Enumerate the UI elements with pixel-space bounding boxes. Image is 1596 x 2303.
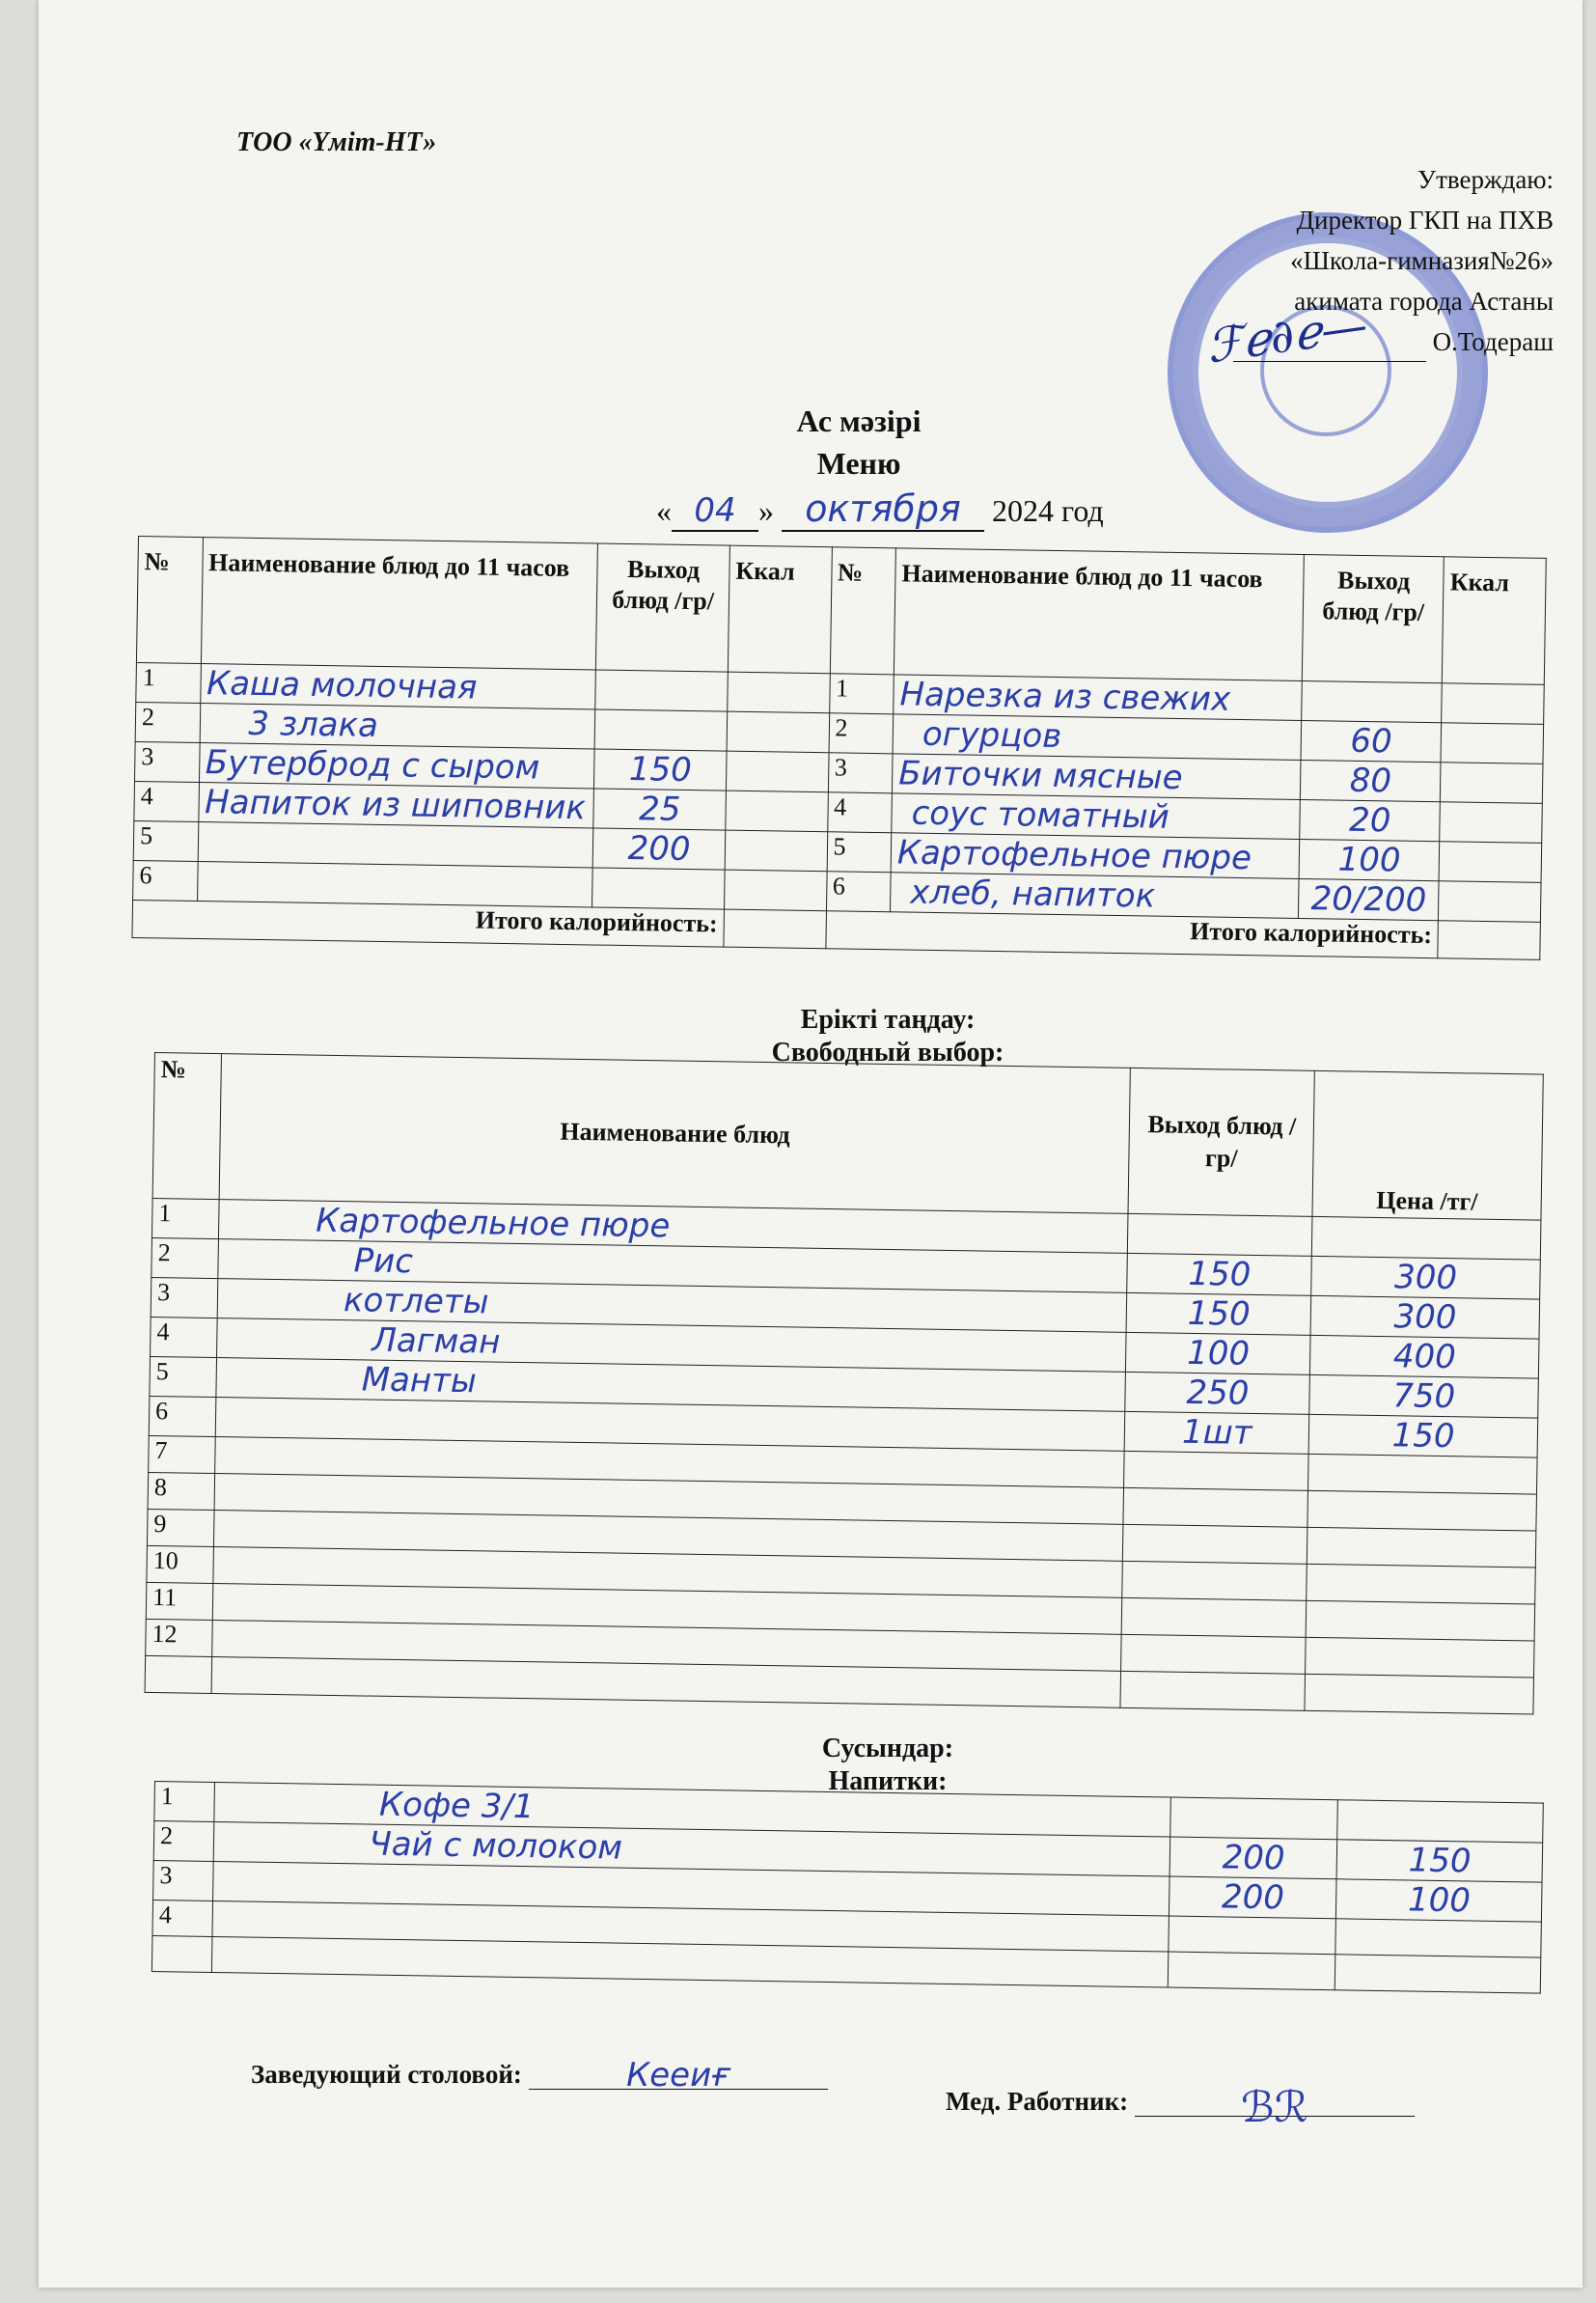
dish-name: огурцов <box>893 714 1302 761</box>
col-no-right: № <box>830 547 896 675</box>
table-row: 6 6 хлеб, напиток 20/200 <box>133 860 1541 922</box>
col-name-right: Наименование блюд до 11 часов <box>894 548 1304 681</box>
free-choice-title: Ерікті таңдау: Свободный выбор: <box>771 1005 1004 1068</box>
col-kcal: Ккал <box>728 545 832 674</box>
table-row: 3 котлеты 150 300 <box>151 1277 1539 1339</box>
col-name: Наименование блюд <box>219 1054 1131 1214</box>
approve-line: Утверждаю: <box>1417 165 1554 194</box>
table-row: 2 3 злака 2 огурцов 60 <box>135 702 1543 763</box>
dish-name: Лагман <box>217 1318 1127 1373</box>
table-row: 5 200 5 Картофельное пюре 100 <box>133 820 1541 882</box>
menu-date: « 04 » октября 2024 год <box>656 487 1104 530</box>
date-month: октября <box>782 487 984 532</box>
title-ru: Меню <box>816 446 901 481</box>
organization-name: ТОО «Үміт-НТ» <box>236 127 437 157</box>
approve-line: «Школа-гимназия№26» <box>1290 246 1554 275</box>
col-out: Выход блюд /гр/ <box>596 543 730 672</box>
total-calories-label-right: Итого калорийность: <box>825 911 1438 958</box>
approve-line <box>1129 321 1554 362</box>
dish-name: Картофельное пюре <box>891 833 1300 879</box>
dish-name: Биточки мясные <box>892 754 1301 800</box>
dish-name: котлеты <box>217 1279 1127 1333</box>
col-out: Выход блюд /гр/ <box>1128 1068 1314 1216</box>
table-row: 9 <box>147 1509 1535 1568</box>
canteen-head-signature-icon: Кееиғ <box>529 2056 828 2090</box>
document-sheet <box>39 0 1582 2288</box>
table-row: 5 Манты 250 750 <box>150 1356 1538 1418</box>
dish-name: 3 злака <box>200 704 595 749</box>
date-year: 2024 год <box>992 493 1104 528</box>
dish-name: Картофельное пюре <box>219 1200 1129 1254</box>
dish-name: Нарезка из свежих <box>894 675 1303 721</box>
dish-name: Рис <box>218 1239 1128 1293</box>
table-row: 7 <box>149 1435 1537 1494</box>
table-row: 12 <box>146 1619 1534 1678</box>
dish-name: Каша молочная <box>200 664 595 709</box>
table-row: 3 200 100 <box>153 1860 1542 1922</box>
medic-signature: Мед. Работник: ℬℛ <box>946 2083 1415 2117</box>
dish-name: соус томатный <box>892 793 1301 840</box>
table-row: 10 <box>147 1545 1535 1604</box>
dish-name: Манты <box>216 1358 1126 1412</box>
col-no: № <box>152 1053 221 1200</box>
approval-block <box>1129 159 1554 362</box>
breakfast-menu-table <box>131 536 1546 960</box>
table-row: 11 <box>146 1582 1534 1641</box>
table-row: 8 <box>148 1472 1536 1531</box>
col-kcal-right: Ккал <box>1443 557 1547 685</box>
drinks-table <box>151 1781 1544 1994</box>
title-kz: Ас мәзірі <box>796 403 922 438</box>
director-name: О.Тодераш <box>1432 327 1554 356</box>
medic-signature-icon: ℬℛ <box>1135 2083 1415 2117</box>
drink-name: Кофе 3/1 <box>214 1782 1170 1837</box>
dish-name: хлеб, напиток <box>891 873 1300 919</box>
free-choice-table <box>145 1052 1544 1715</box>
table-row: 4 Лагман 100 400 <box>151 1317 1539 1378</box>
director-signature-icon: ℱℯ∂ℯ— <box>1202 297 1371 375</box>
table-row: 4 Напиток из шиповник 25 4 соус томатный 20 <box>134 781 1542 843</box>
drink-name: Чай с молоком <box>214 1821 1170 1876</box>
col-name: Наименование блюд до 11 часов <box>201 538 598 670</box>
table-row: 6 1шт 150 <box>149 1396 1537 1457</box>
col-out-right: Выход блюд /гр/ <box>1303 554 1445 682</box>
signature-line <box>1233 332 1426 362</box>
drinks-title: Сусындар: Напитки: <box>821 1734 954 1796</box>
dish-name <box>198 822 593 868</box>
dish-name: Бутерброд с сыром <box>199 743 594 789</box>
canteen-head-signature: Заведующий столовой: Кееиғ <box>251 2056 828 2090</box>
table-row: 1 Картофельное пюре <box>151 1198 1540 1260</box>
approve-line: акимата города Астаны <box>1294 287 1554 316</box>
dish-name: Напиток из шиповник <box>198 783 593 828</box>
table-row: 2 Рис 150 300 <box>151 1237 1540 1299</box>
approve-line: Директор ГКП на ПХВ <box>1296 206 1554 235</box>
date-day: 04 <box>672 491 758 532</box>
col-price: Цена /тг/ <box>1312 1070 1543 1220</box>
table-row: 1 Кофе 3/1 <box>154 1782 1543 1844</box>
table-row: 1 Каша молочная 1 Нарезка из свежих <box>136 662 1544 724</box>
table-row: 3 Бутерброд с сыром 150 3 Биточки мясные 80 <box>135 741 1543 803</box>
total-calories-label: Итого калорийность: <box>132 900 724 947</box>
table-row: 2 Чай с молоком 200 150 <box>153 1821 1542 1883</box>
dish-name <box>197 862 592 907</box>
table-row: 4 <box>152 1900 1541 1957</box>
col-no: № <box>136 537 203 664</box>
